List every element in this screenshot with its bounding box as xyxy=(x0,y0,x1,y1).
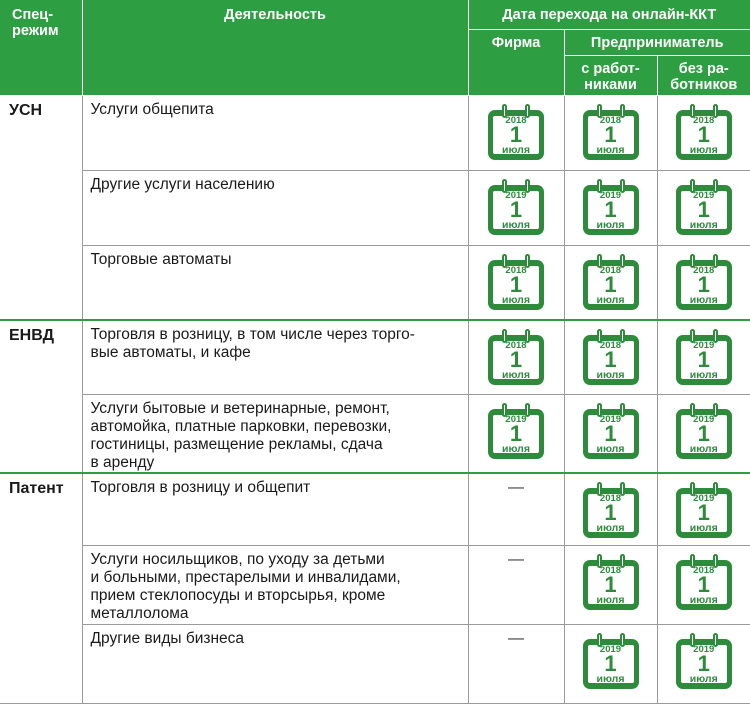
calendar-year: 2019 xyxy=(693,644,715,655)
activity-cell: Услуги носильщиков, по уходу за детьми и больными, престарелыми и инвалидами, прием стеклопосуды и вторсырья, кроме металлолома xyxy=(82,546,468,625)
calendar-icon xyxy=(488,403,544,459)
calendar-month: июля xyxy=(689,143,718,156)
calendar-icon xyxy=(488,329,544,385)
calendar-month: июля xyxy=(596,521,625,534)
activity-cell: Услуги общепита xyxy=(82,95,468,170)
calendar-month: июля xyxy=(689,673,718,685)
without-staff-date-cell xyxy=(657,320,750,394)
firm-date-cell xyxy=(468,170,564,245)
calendar-icon xyxy=(583,179,639,235)
with-staff-date-cell xyxy=(564,394,657,473)
calendar-day: 1 xyxy=(604,572,617,597)
without-staff-date-cell xyxy=(657,95,750,170)
calendar-year: 2018 xyxy=(599,264,622,276)
activity-cell: Торговля в розницу и общепит xyxy=(82,473,468,546)
calendar-day: 1 xyxy=(697,271,710,297)
with-staff-date-cell xyxy=(564,546,657,625)
with-staff-date-cell xyxy=(564,473,657,546)
calendar-day: 1 xyxy=(697,499,710,525)
with-staff-date-cell xyxy=(564,95,657,170)
calendar-year: 2019 xyxy=(693,413,715,425)
calendar-year: 2018 xyxy=(599,565,622,576)
firm-date-cell xyxy=(468,473,564,546)
activity-cell: Услуги бытовые и ветеринарные, ремонт, автомойка, платные парковки, перевозки, гостиницы, размещение рекламы, сдача в аренду xyxy=(82,394,468,473)
calendar-month: июля xyxy=(689,218,718,231)
calendar-month: июля xyxy=(596,143,625,156)
calendar-day: 1 xyxy=(604,196,617,222)
table-row xyxy=(0,546,750,625)
calendar-year: 2018 xyxy=(693,114,715,126)
calendar-year: 2019 xyxy=(693,492,715,504)
calendar-icon xyxy=(488,254,544,310)
calendar-day: 1 xyxy=(509,420,523,446)
calendar-day: 1 xyxy=(604,347,617,372)
calendar-month: июля xyxy=(689,369,718,381)
calendar-day: 1 xyxy=(509,347,523,372)
calendar-month: июля xyxy=(502,442,530,455)
calendar-icon xyxy=(676,254,732,310)
without-staff-date-cell xyxy=(657,546,750,625)
calendar-icon xyxy=(488,104,544,160)
calendar-year: 2018 xyxy=(505,264,527,276)
calendar-month: июля xyxy=(596,218,625,231)
calendar-icon xyxy=(676,554,732,610)
calendar-icon xyxy=(583,329,639,385)
header-date-group: Дата перехода на онлайн-ККТ xyxy=(468,0,750,29)
calendar-day: 1 xyxy=(697,196,710,222)
table-row xyxy=(0,625,750,704)
table-row xyxy=(0,320,750,394)
without-staff-date-cell xyxy=(657,625,750,704)
firm-date-cell xyxy=(468,320,564,394)
activity-cell: Другие виды бизнеса xyxy=(82,625,468,704)
calendar-day: 1 xyxy=(604,499,617,525)
calendar-icon xyxy=(676,329,732,385)
with-staff-date-cell xyxy=(564,170,657,245)
calendar-year: 2019 xyxy=(505,413,527,425)
table-row xyxy=(0,394,750,473)
calendar-year: 2018 xyxy=(693,565,715,576)
calendar-icon xyxy=(583,482,639,538)
calendar-icon xyxy=(583,254,639,310)
header-with-staff: с работ- никами xyxy=(564,55,657,95)
calendar-icon xyxy=(676,482,732,538)
no-date-dash: — xyxy=(508,630,524,647)
firm-date-cell xyxy=(468,625,564,704)
firm-date-cell xyxy=(468,245,564,320)
calendar-year: 2019 xyxy=(599,644,622,655)
header-regime: Спец- режим xyxy=(0,0,82,95)
calendar-day: 1 xyxy=(697,121,710,147)
calendar-day: 1 xyxy=(604,651,617,676)
regime-cell: ЕНВД xyxy=(0,320,82,473)
without-staff-date-cell xyxy=(657,473,750,546)
calendar-year: 2018 xyxy=(505,340,527,351)
calendar-month: июля xyxy=(689,521,718,534)
header-without-staff: без ра- ботников xyxy=(657,55,750,95)
calendar-month: июля xyxy=(596,673,625,685)
calendar-year: 2019 xyxy=(693,189,715,201)
without-staff-date-cell xyxy=(657,245,750,320)
calendar-month: июля xyxy=(689,293,718,306)
calendar-year: 2019 xyxy=(599,189,622,201)
calendar-day: 1 xyxy=(604,121,617,147)
calendar-icon xyxy=(488,179,544,235)
calendar-month: июля xyxy=(596,594,625,606)
calendar-day: 1 xyxy=(697,347,710,372)
calendar-icon xyxy=(676,403,732,459)
calendar-day: 1 xyxy=(697,572,710,597)
without-staff-date-cell xyxy=(657,170,750,245)
calendar-month: июля xyxy=(689,594,718,606)
calendar-icon xyxy=(583,554,639,610)
calendar-year: 2018 xyxy=(505,114,527,126)
activity-cell: Другие услуги населению xyxy=(82,170,468,245)
with-staff-date-cell xyxy=(564,245,657,320)
header-entrepreneur: Предприниматель xyxy=(564,29,750,55)
header-activity: Деятельность xyxy=(82,0,468,95)
calendar-month: июля xyxy=(502,369,530,381)
calendar-day: 1 xyxy=(604,271,617,297)
calendar-icon xyxy=(583,633,639,689)
calendar-year: 2018 xyxy=(599,340,622,351)
no-date-dash: — xyxy=(508,478,524,496)
calendar-year: 2018 xyxy=(693,264,715,276)
calendar-year: 2019 xyxy=(693,340,715,351)
calendar-year: 2018 xyxy=(599,492,622,504)
with-staff-date-cell xyxy=(564,320,657,394)
calendar-icon xyxy=(583,104,639,160)
calendar-icon xyxy=(676,179,732,235)
firm-date-cell xyxy=(468,394,564,473)
firm-date-cell xyxy=(468,95,564,170)
no-date-dash: — xyxy=(508,551,524,568)
calendar-month: июля xyxy=(596,369,625,381)
calendar-month: июля xyxy=(502,143,530,156)
table-row xyxy=(0,245,750,320)
with-staff-date-cell xyxy=(564,625,657,704)
calendar-day: 1 xyxy=(697,651,710,676)
activity-cell: Торговые автоматы xyxy=(82,245,468,320)
regime-cell: УСН xyxy=(0,95,82,320)
header-firm: Фирма xyxy=(468,29,564,95)
regime-cell: Патент xyxy=(0,473,82,704)
calendar-day: 1 xyxy=(604,420,617,446)
firm-date-cell xyxy=(468,546,564,625)
table-row xyxy=(0,95,750,170)
calendar-year: 2019 xyxy=(599,413,622,425)
calendar-year: 2019 xyxy=(505,189,527,201)
calendar-day: 1 xyxy=(509,271,523,297)
calendar-day: 1 xyxy=(509,121,523,147)
calendar-icon xyxy=(583,403,639,459)
calendar-month: июля xyxy=(596,442,625,455)
calendar-year: 2018 xyxy=(599,114,622,126)
calendar-day: 1 xyxy=(509,196,523,222)
calendar-month: июля xyxy=(596,293,625,306)
calendar-icon xyxy=(676,104,732,160)
calendar-month: июля xyxy=(502,293,530,306)
activity-cell: Торговля в розницу, в том числе через торго- вые автоматы, и кафе xyxy=(82,320,468,394)
calendar-icon xyxy=(676,633,732,689)
calendar-day: 1 xyxy=(697,420,710,446)
calendar-month: июля xyxy=(689,442,718,455)
table-row xyxy=(0,170,750,245)
calendar-month: июля xyxy=(502,218,530,231)
without-staff-date-cell xyxy=(657,394,750,473)
table-row xyxy=(0,473,750,546)
